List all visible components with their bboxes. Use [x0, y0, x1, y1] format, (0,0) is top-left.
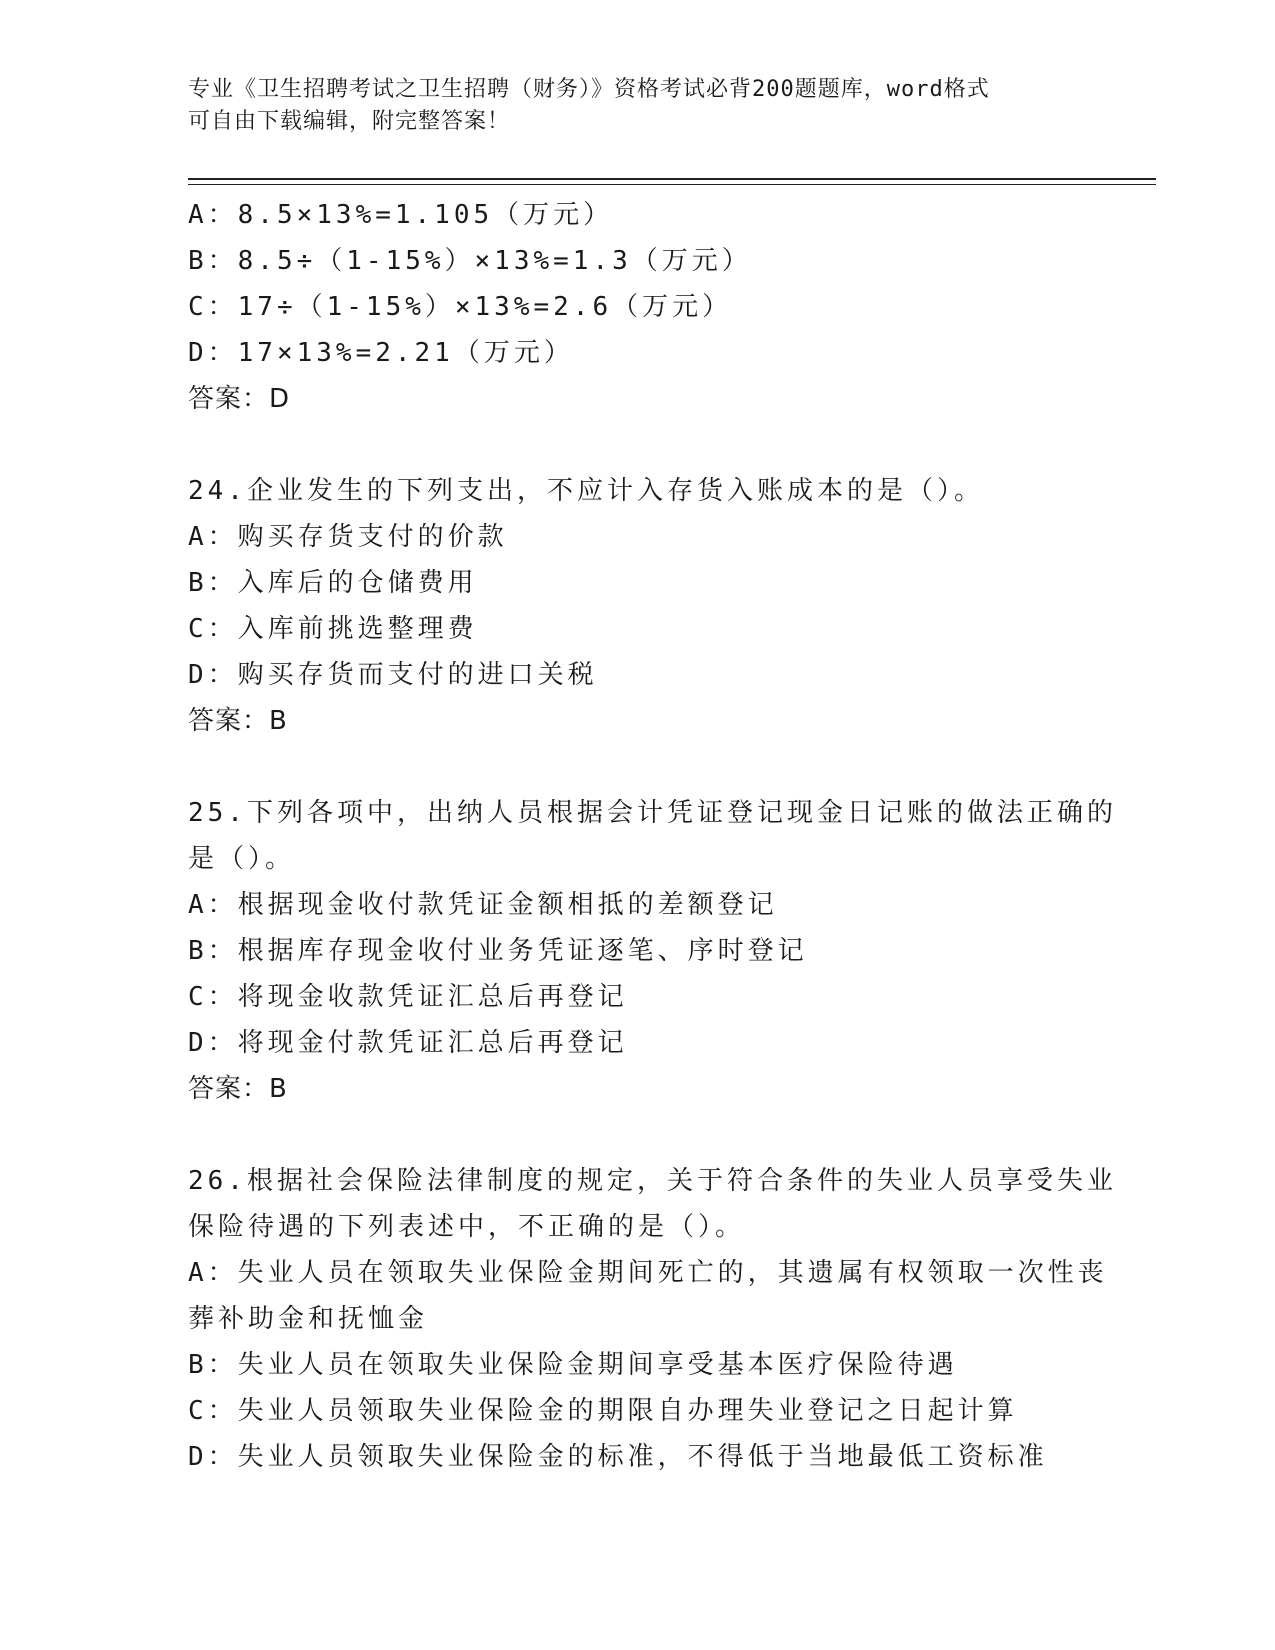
option-d: D：失业人员领取失业保险金的标准，不得低于当地最低工资标准 — [188, 1442, 1048, 1472]
question-stem-line-2: 是（）。 — [188, 844, 296, 874]
question-block-24 — [188, 468, 1088, 744]
spacer — [188, 744, 1088, 790]
spacer — [188, 422, 1088, 468]
answer-line: 答案：B — [188, 1074, 288, 1104]
question-stem-line-1: 25.下列各项中，出纳人员根据会计凭证登记现金日记账的做法正确的 — [188, 798, 1117, 828]
option-b: B：入库后的仓储费用 — [188, 568, 478, 598]
question-block-23 — [188, 192, 1088, 422]
option-b: B：失业人员在领取失业保险金期间享受基本医疗保险待遇 — [188, 1350, 958, 1380]
option-a: A：根据现金收付款凭证金额相抵的差额登记 — [188, 890, 778, 920]
option-a: A：购买存货支付的价款 — [188, 522, 508, 552]
question-stem-line-2: 保险待遇的下列表述中，不正确的是（）。 — [188, 1212, 746, 1242]
document-header — [188, 74, 1088, 138]
option-d: D：将现金付款凭证汇总后再登记 — [188, 1028, 628, 1058]
option-c: C：17÷（1-15%）×13%=2.6（万元） — [188, 292, 733, 322]
option-c: C：将现金收款凭证汇总后再登记 — [188, 982, 628, 1012]
header-line-1: 专业《卫生招聘考试之卫生招聘（财务）》资格考试必背200题题库，word格式 — [188, 77, 990, 102]
option-a-line-2: 葬补助金和抚恤金 — [188, 1304, 429, 1334]
header-divider-thin — [188, 184, 1156, 185]
option-d: D：购买存货而支付的进口关税 — [188, 660, 598, 690]
question-block-26 — [188, 1158, 1117, 1480]
question-stem: 24.企业发生的下列支出，不应计入存货入账成本的是（）。 — [188, 476, 984, 506]
option-a: A：8.5×13%=1.105（万元） — [188, 200, 614, 230]
option-b: B：根据库存现金收付业务凭证逐笔、序时登记 — [188, 936, 808, 966]
question-block-25 — [188, 790, 1117, 1112]
question-stem-line-1: 26.根据社会保险法律制度的规定，关于符合条件的失业人员享受失业 — [188, 1166, 1117, 1196]
question-list — [188, 192, 1117, 1480]
option-b: B：8.5÷（1-15%）×13%=1.3（万元） — [188, 246, 752, 276]
answer-line: 答案：B — [188, 706, 288, 736]
answer-line: 答案：D — [188, 384, 291, 414]
option-a-line-1: A：失业人员在领取失业保险金期间死亡的，其遗属有权领取一次性丧 — [188, 1258, 1108, 1288]
header-line-2: 可自由下载编辑，附完整答案！ — [188, 109, 511, 134]
header-divider-thick — [188, 178, 1156, 180]
option-c: C：入库前挑选整理费 — [188, 614, 478, 644]
option-d: D：17×13%=2.21（万元） — [188, 338, 574, 368]
spacer — [188, 1112, 1088, 1158]
option-c: C：失业人员领取失业保险金的期限自办理失业登记之日起计算 — [188, 1396, 1018, 1426]
